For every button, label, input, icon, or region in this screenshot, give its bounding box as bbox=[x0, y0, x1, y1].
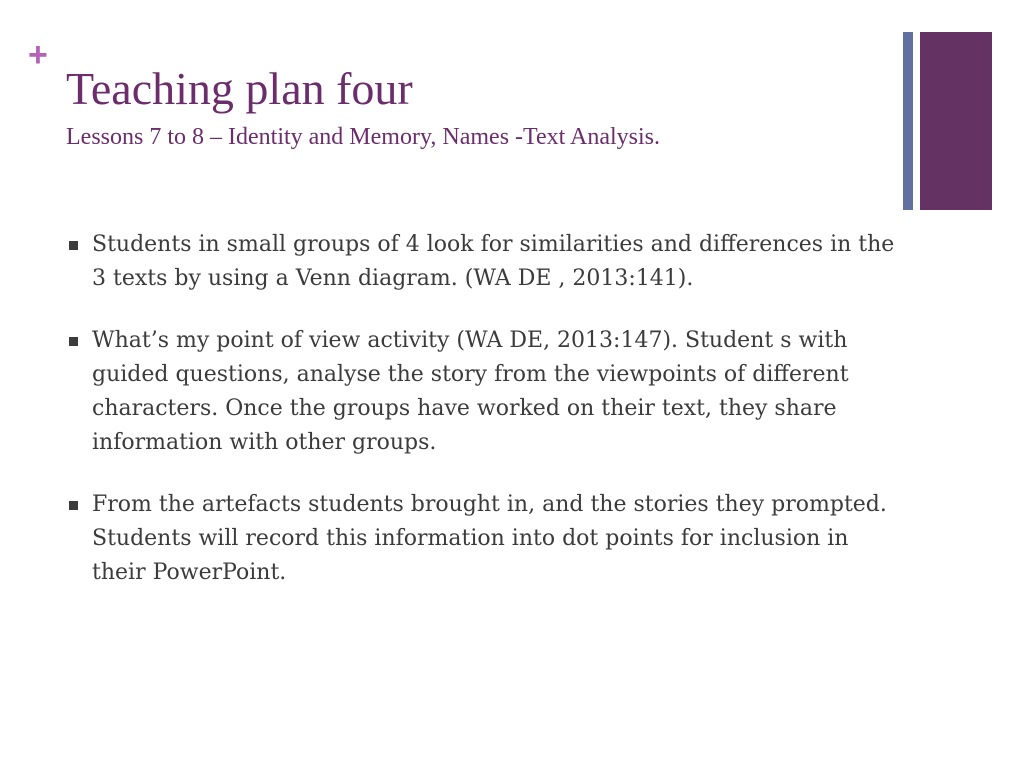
bullet-text: From the artefacts students brought in, and the stories they prompted. Students will record this information into dot points for inclusion in their PowerPoint. bbox=[92, 492, 887, 585]
slide-title: Teaching plan four bbox=[66, 63, 413, 114]
square-bullet-icon bbox=[69, 241, 78, 250]
slide-subtitle: Lessons 7 to 8 – Identity and Memory, Names -Text Analysis. bbox=[66, 124, 661, 150]
square-bullet-icon bbox=[69, 337, 78, 346]
bullet-item bbox=[66, 324, 906, 460]
decorative-bar-thin bbox=[903, 32, 913, 210]
bullet-item bbox=[66, 228, 906, 296]
bullet-item bbox=[66, 488, 906, 590]
bullet-list bbox=[66, 228, 906, 618]
bullet-text: Students in small groups of 4 look for similarities and differences in the 3 texts by using a Venn diagram. (WA DE , 2013:141). bbox=[92, 232, 895, 291]
plus-icon: + bbox=[28, 36, 48, 74]
decorative-bar-thick bbox=[920, 32, 992, 210]
bullet-text: What’s my point of view activity (WA DE, 2013:147). Student s with guided questions, analyse the story from the viewpoints of different characters. Once the groups have worked on their text, they share information with other groups. bbox=[92, 328, 849, 455]
square-bullet-icon bbox=[69, 501, 78, 510]
